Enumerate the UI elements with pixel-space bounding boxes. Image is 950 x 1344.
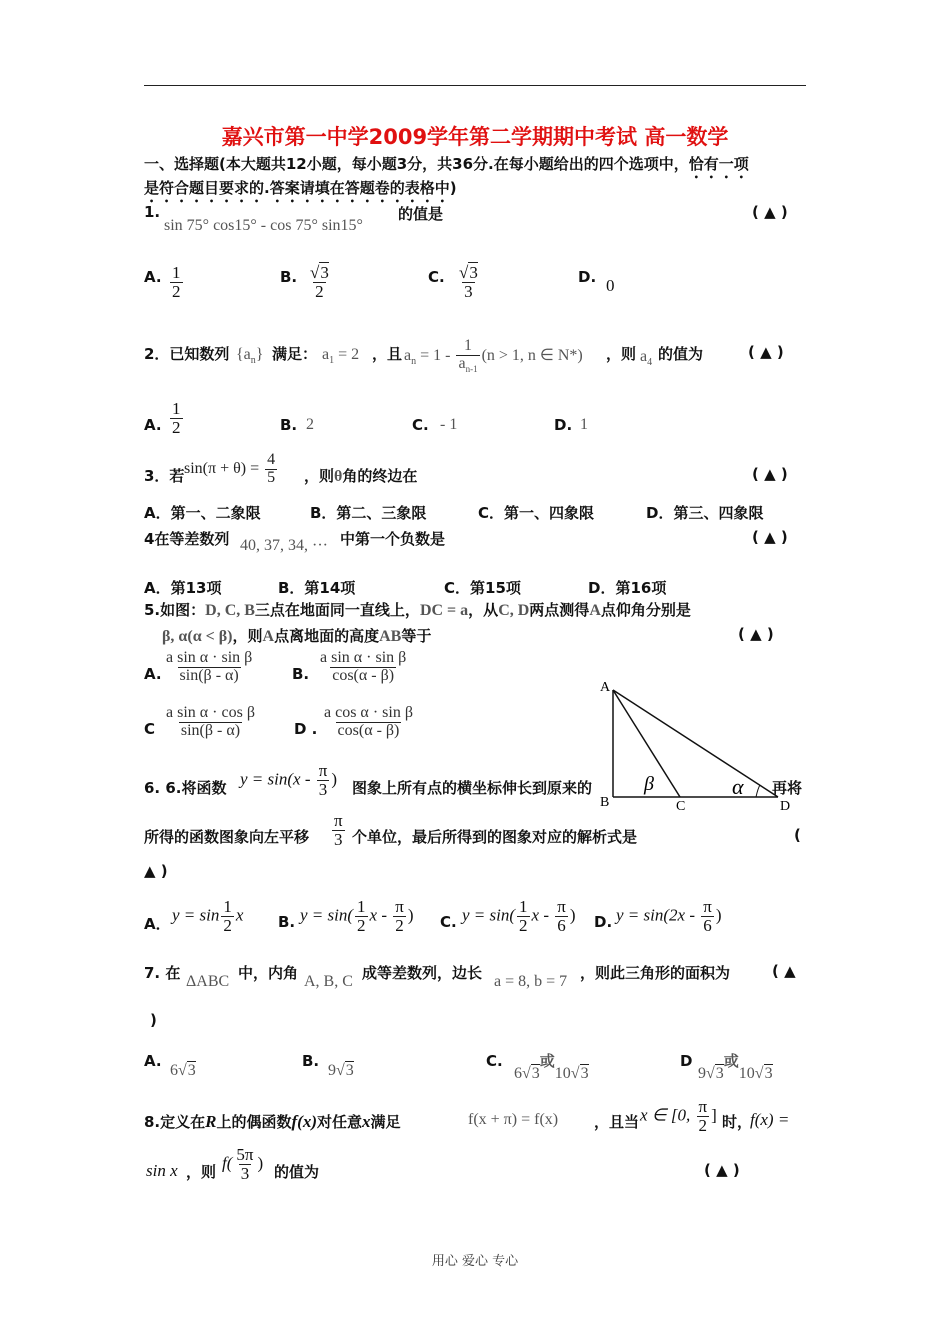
q5-option-a-label: A. (144, 665, 162, 683)
q8-text-2: ，且当 (594, 1113, 640, 1131)
q7-option-d-label: D (680, 1052, 693, 1070)
q6-option-b: y = sin( $\frac{1}{2}$ x - $\frac{\pi}{2}$ ) (300, 897, 414, 935)
q2-option-c: - 1 (440, 416, 458, 433)
q3-option-c: C．第一、四象限 (478, 504, 595, 522)
q7-answer-mark-a: ( ▲ (772, 962, 796, 980)
q7-option-a: 6√3 (170, 1062, 196, 1079)
q4-sequence: 40, 37, 34, ··· (240, 537, 328, 554)
q6-option-d: y = sin(2x - $\frac{\pi}{6}$ ) (616, 897, 722, 935)
q2-sequence: $\{a_n\}$ (236, 346, 264, 367)
q3-text-1: 3．若 (144, 467, 185, 485)
q7-triangle: ΔABC (186, 973, 230, 990)
q8-sinx: sin x (146, 1161, 178, 1180)
q6-shift: $\frac{\pi}{3}$ (334, 811, 343, 849)
q7-text-4: ，则此三角形的面积为 (580, 964, 731, 982)
q4-option-d: D．第16项 (588, 579, 667, 597)
q6-option-c: y = sin( $\frac{1}{2}$ x - $\frac{\pi}{6}$ ) (462, 897, 576, 935)
q2-option-c-label: C. (412, 416, 429, 434)
q1-option-c: $\frac{√3}{3}$ (459, 263, 478, 301)
q4-text-1: 4在等差数列 (144, 530, 230, 548)
q7-text-2: 中，内角 (238, 964, 299, 982)
q4-option-a: A．第13项 (144, 579, 222, 597)
q1-tail: 的值是 (398, 205, 444, 223)
q2-option-b: 2 (306, 416, 314, 433)
q7-option-c: 6√3或10√3 (514, 1052, 589, 1082)
q7-angles: A, B, C (304, 973, 353, 990)
q8-value: f( $\frac{5\pi}{3}$ ) (222, 1145, 264, 1183)
q3-option-b: B．第二、三象限 (310, 504, 427, 522)
q5-option-b-label: B. (292, 665, 310, 683)
q2-text-1: 2．已知数列 (144, 345, 230, 363)
page-title: 嘉兴市第一中学2009学年第二学期期中考试 高一数学 (221, 125, 729, 149)
q5-line-1: 5.如图：D, C, B三点在地面同一直线上，DC = a，从C, D两点测得A点仰角分别是 (144, 601, 691, 619)
q6-text-2: 图象上所有点的横坐标伸长到原来的 (352, 779, 593, 797)
q7-text-3: 成等差数列，边长 (362, 964, 483, 982)
section-heading-cont: 是符合题目要求的.答案请填在答题卷的表格中) (144, 179, 457, 197)
q6-paren: ( (794, 826, 801, 844)
q2-option-d-label: D. (554, 416, 573, 434)
q6-text-4: 个单位，最后所得到的图象对应的解析式是 (352, 828, 638, 846)
q1-option-a: $\frac{1}{2}$ (172, 263, 181, 301)
q8-text-5: 的值为 (274, 1163, 320, 1181)
q6-answer-mark: ▲ ) (144, 862, 168, 880)
q7-text-1: 7. 在 (144, 964, 181, 982)
q7-option-b: 9√3 (328, 1062, 354, 1079)
label-c: C (676, 799, 686, 814)
q7-option-d: 9√3或10√3 (698, 1052, 773, 1082)
q1-option-c-label: C. (428, 268, 445, 286)
section-heading: 一、选择题(本大题共12小题，每小题3分，共36分.在每小题给出的四个选项中，恰有一项 (144, 155, 749, 173)
q7-sides: a = 8, b = 7 (494, 973, 568, 990)
q2-option-a: $\frac{1}{2}$ (172, 399, 181, 437)
q5-option-d-label: D . (294, 720, 318, 738)
q3-text-2: ，则θ角的终边在 (304, 467, 418, 485)
q3-option-a: A．第一、二象限 (144, 504, 261, 522)
q2-text-2: 满足： (272, 345, 318, 363)
q2-a4: $a_4$ (640, 348, 653, 369)
q5-option-b: $\frac{\text{a sin α · sin β}}{\cos(\alpha - \beta)}$ (320, 649, 407, 684)
q2-a1: $a_1 = 2$ (322, 346, 360, 367)
q2-recurrence: $a_n = 1$ - $\frac{1}{a_{n-1}}$ (n > 1, n ∈ N*) (404, 337, 583, 374)
q1-expression: sin 75° cos15° - cos 75° sin15° (164, 217, 363, 234)
q6-option-c-label: C. (440, 913, 457, 931)
q5-answer-mark: ( ▲ ) (738, 625, 774, 643)
line-ad (613, 690, 778, 797)
q6-text-2b: 再将 (772, 779, 803, 797)
label-beta: β (644, 773, 654, 795)
q6-option-a: y = sin $\frac{1}{2}$ x (172, 897, 244, 935)
q1-option-d-label: D. (578, 268, 597, 286)
q7-answer-mark-b: ) (150, 1011, 157, 1029)
label-b: B (600, 795, 610, 810)
q1-number: 1. (144, 203, 161, 221)
q1-option-d: 0 (606, 276, 615, 295)
q1-option-a-label: A. (144, 268, 162, 286)
q4-option-b: B．第14项 (278, 579, 356, 597)
q4-option-c: C．第15项 (444, 579, 521, 597)
q8-domain: x ∈ [0, $\frac{\pi}{2}$ ] (640, 1097, 717, 1135)
q8-text-4: ，则 (186, 1163, 217, 1181)
q5-option-c-label: C (144, 720, 156, 738)
q5-option-a: $\frac{\text{a sin α · sin β}}{\sin(\beta - \alpha)}$ (166, 649, 253, 684)
q2-text-3: ，且 (372, 345, 403, 363)
q6-text-1: 6. 6.将函数 (144, 779, 227, 797)
q1-option-b: $\frac{√3}{2}$ (310, 263, 329, 301)
q2-text-4: ，则 (606, 345, 637, 363)
q1-option-b-label: B. (280, 268, 298, 286)
q5-option-d: $\frac{\text{a cos α · sin β}}{\cos(\alpha - \beta)}$ (324, 704, 413, 739)
q8-answer-mark: ( ▲ ) (704, 1161, 740, 1179)
q6-option-d-label: D. (594, 913, 613, 931)
q1-answer-mark: ( ▲ ) (752, 203, 788, 221)
q7-option-a-label: A. (144, 1052, 162, 1070)
q8-text-3: 时， (722, 1113, 753, 1131)
q5-option-c: $\frac{\text{a sin α · cos β}}{\sin(\beta - \alpha)}$ (166, 704, 255, 739)
q2-option-d: 1 (580, 416, 588, 433)
q3-answer-mark: ( ▲ ) (752, 465, 788, 483)
q7-option-b-label: B. (302, 1052, 320, 1070)
q6-option-a-label: A． (144, 915, 171, 933)
q8-periodic: f(x + π) = f(x) (468, 1111, 559, 1128)
q2-text-5: 的值为 (658, 345, 704, 363)
q6-option-b-label: B. (278, 913, 296, 931)
q6-function: y = sin(x - $\frac{\pi}{3}$ ) (240, 761, 337, 799)
q6-text-3: 所得的函数图象向左平移 (144, 828, 310, 846)
q3-option-d: D．第三、四象限 (646, 504, 764, 522)
label-a: A (600, 680, 611, 695)
q5-line-2: β, α(α < β)，则A点离地面的高度AB等于 (162, 627, 432, 645)
q8-fx: f(x) = (750, 1110, 790, 1129)
q7-option-c-label: C. (486, 1052, 503, 1070)
q8-line-1: 8.定义在R上的偶函数f(x)对任意x满足 (144, 1112, 401, 1131)
page-footer: 用心 爱心 专心 (431, 1254, 519, 1269)
header-rule (144, 85, 806, 86)
q2-option-a-label: A. (144, 416, 162, 434)
q2-answer-mark: ( ▲ ) (748, 343, 784, 361)
label-d: D (780, 799, 791, 814)
q2-option-b-label: B. (280, 416, 298, 434)
q4-answer-mark: ( ▲ ) (752, 528, 788, 546)
q4-text-2: 中第一个负数是 (340, 530, 446, 548)
q3-expression: sin(π + θ) = $\frac{4}{5}$ (184, 451, 276, 486)
label-alpha: α (732, 774, 744, 799)
